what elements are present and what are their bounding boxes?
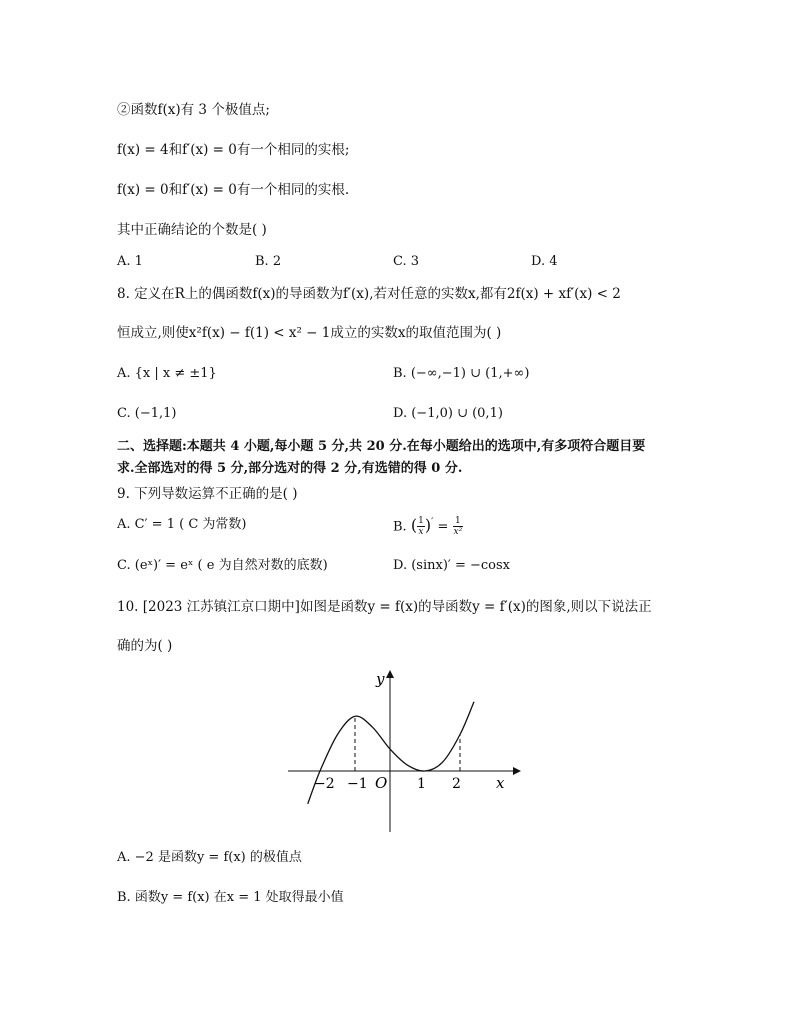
section-2-heading-line1: 二、选择题:本题共 4 小题,每小题 5 分,共 20 分.在每小题给出的选项中,有多项符合题目要 bbox=[117, 439, 646, 454]
q8-option-c[interactable]: C. (−1,1) bbox=[117, 406, 177, 421]
q9-option-b-prefix: B. bbox=[393, 519, 407, 535]
q7-option-a[interactable]: A. 1 bbox=[117, 254, 143, 269]
tick-label-neg2: −2 bbox=[314, 776, 335, 792]
q9-option-d[interactable]: D. (sinx)′ = −cosx bbox=[393, 558, 511, 573]
q8-option-b[interactable]: B. (−∞,−1) ∪ (1,+∞) bbox=[393, 366, 530, 381]
q9-option-b[interactable]: B. ( $\frac{1}{x}$ )′ = $\frac{1}{\text{x²}}$ bbox=[393, 515, 463, 538]
question-7-prompt: 其中正确结论的个数是( ) bbox=[117, 222, 267, 238]
q9-option-c[interactable]: C. (eˣ)′ = eˣ ( e 为自然对数的底数) bbox=[117, 558, 328, 573]
q10-option-b[interactable]: B. 函数y = f(x) 在x = 1 处取得最小值 bbox=[117, 890, 344, 905]
question-8-stem-line2: 恒成立,则使x²f(x) − f(1) < x² − 1成立的实数x的取值范围为( ) bbox=[117, 325, 502, 341]
statement-3: f(x) = 4和f′(x) = 0有一个相同的实根; bbox=[117, 142, 350, 158]
tick-label-2: 2 bbox=[452, 776, 461, 792]
x-axis-arrow bbox=[513, 767, 521, 775]
q8-option-d[interactable]: D. (−1,0) ∪ (0,1) bbox=[393, 406, 503, 421]
q7-option-b[interactable]: B. 2 bbox=[255, 254, 282, 269]
statement-2: ②函数f(x)有 3 个极值点; bbox=[117, 102, 270, 118]
question-9-stem: 9. 下列导数运算不正确的是( ) bbox=[117, 486, 298, 502]
q9-b-numerator: 1 bbox=[418, 516, 424, 527]
q9-option-a[interactable]: A. C′ = 1 ( C 为常数) bbox=[117, 517, 247, 532]
q8-option-a[interactable]: A. {x | x ≠ ±1} bbox=[117, 366, 217, 381]
q9-b-equals: = bbox=[437, 519, 453, 535]
derivative-graph bbox=[285, 666, 525, 836]
x-axis-label: x bbox=[496, 774, 505, 792]
q9-b-denominator: x bbox=[418, 527, 424, 538]
q9-option-b-fraction bbox=[417, 516, 425, 537]
question-10-stem-line2: 确的为( ) bbox=[117, 638, 173, 654]
question-10-stem-line1: 10. [2023 江苏镇江京口期中]如图是函数y = f(x)的导函数y = f′(x)的图象,则以下说法正 bbox=[117, 599, 652, 615]
q10-option-a[interactable]: A. −2 是函数y = f(x) 的极值点 bbox=[117, 850, 302, 865]
origin-label: O bbox=[375, 774, 388, 792]
tick-label-neg1: −1 bbox=[347, 776, 368, 792]
section-2-heading-line2: 求.全部选对的得 5 分,部分选对的得 2 分,有选错的得 0 分. bbox=[117, 461, 463, 476]
y-axis-label: y bbox=[376, 670, 385, 688]
q7-option-c[interactable]: C. 3 bbox=[393, 254, 420, 269]
question-8-stem-line1: 8. 定义在R上的偶函数f(x)的导函数为f′(x),若对任意的实数x,都有2f(x) + xf′(x) < 2 bbox=[117, 286, 621, 302]
q7-option-d[interactable]: D. 4 bbox=[531, 254, 558, 269]
q9-b-rhs-numerator: 1 bbox=[453, 516, 464, 527]
statement-4: f(x) = 0和f′(x) = 0有一个相同的实根. bbox=[117, 182, 350, 198]
y-axis-arrow bbox=[386, 670, 394, 678]
q9-b-rhs-denominator: x² bbox=[453, 527, 463, 538]
tick-label-1: 1 bbox=[417, 776, 426, 792]
